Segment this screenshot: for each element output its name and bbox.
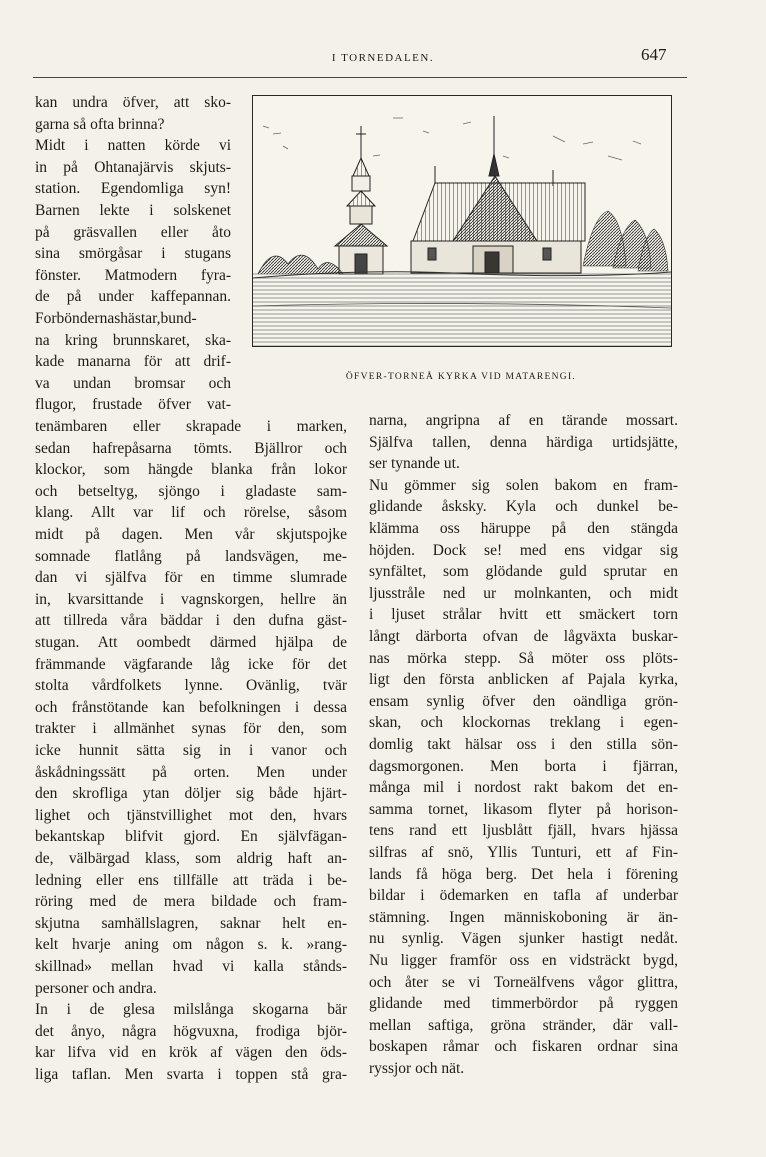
text-line: den skrofliga ytan döljer sig både hjärt-	[35, 785, 347, 803]
text-line: icke hunnit sätta sig in i vanor och	[35, 742, 347, 759]
bell-tower	[335, 126, 387, 274]
running-title: I TORNEDALEN.	[331, 52, 435, 64]
text-line: främmande vägfarande låg icke för det	[35, 655, 347, 673]
text-line: och betseltyg, sjöngo i gladaste sam-	[35, 482, 347, 500]
text-line: ledning eller ens tillfälle att träda i be-	[35, 871, 347, 889]
text-line: boskapen råmar och fiskaren ordnar sina	[369, 1038, 678, 1056]
text-line: de, välbärgad klass, som aldrig haft an-	[35, 850, 347, 867]
text-line: kar lifva vid en krök af vägen den öds-	[35, 1044, 347, 1062]
text-line: va undan bromsar och	[35, 374, 231, 392]
text-line: klang. Allt var lif och rörelse, såsom	[35, 504, 347, 522]
church-building	[411, 116, 585, 273]
text-line: det ånyo, några högvuxna, frodiga björ-	[35, 1022, 347, 1040]
text-line: åskådningssätt på orten. Men under	[35, 763, 347, 781]
text-line: bildar i ödemarken en tafla af underbar	[369, 887, 678, 905]
text-line: röring med de mera bildade och fram-	[35, 893, 347, 911]
text-line: ser tynande ut.	[369, 455, 460, 473]
text-line: klockor, som hängde blanka från lokor	[35, 461, 347, 479]
text-line: kan undra öfver, att sko-	[35, 94, 231, 111]
text-line: Själfva tallen, denna härdiga urtidsjätte,	[369, 433, 678, 451]
text-line: Nu gömmer sig solen bakom en fram-	[369, 476, 678, 494]
text-line: glidande med timmerbördor på ryggen	[369, 995, 678, 1013]
text-line: skillnad» mellan hvad vi kalla stånds-	[35, 958, 347, 975]
text-line: kelt hvarje aning om någon s. k. »rang-	[35, 936, 347, 954]
text-line: somnade flatlång på landsvägen, me-	[35, 547, 347, 565]
text-line: flugor, frustade öfver vat-	[35, 396, 231, 414]
text-line: mellan saftiga, gröna stränder, där vall-	[369, 1016, 678, 1034]
text-line: nu synlig. Vägen sjunker hastigt nedåt.	[369, 930, 678, 948]
text-line: klämma oss häruppe på den stängda	[369, 520, 678, 537]
text-line: ensam synlig öfver den oändliga grön-	[369, 692, 678, 710]
text-line: på gräsvallen eller åto	[35, 223, 231, 241]
text-line: nas mörka stepp. Så möter oss plöts-	[369, 649, 678, 667]
text-line: många mil i nordost rakt bakom det en-	[369, 779, 678, 797]
text-line: in, kvarsittande i vagnskorgen, hellre än	[35, 590, 347, 608]
text-line: stämning. Ingen människoboning är än-	[369, 908, 678, 926]
text-line: silfras af snö, Yllis Tunturi, ett af Fin-	[369, 844, 678, 861]
header-rule	[33, 77, 687, 78]
text-line: midt på dagen. Men vår skjutspojke	[35, 526, 347, 543]
text-line: station. Egendomliga syn!	[35, 180, 231, 198]
text-line: de på under kaffepannan.	[35, 288, 231, 306]
text-line: lighet och tjänstvillighet mot den, hvars	[35, 806, 347, 824]
text-line: fönster. Matmodern fyra-	[35, 266, 231, 284]
text-line: sina smörgåsar i stugans	[35, 245, 231, 263]
text-line: och frånstötande kan befolkningen i dessa	[35, 698, 347, 716]
text-line: bekantskap blifvit gjord. En självfägan-	[35, 828, 347, 846]
text-line: personer och andra.	[35, 979, 157, 997]
church-illustration	[252, 95, 672, 347]
text-line: sedan hafrepåsarna tömts. Bjällror och	[35, 439, 347, 457]
text-line: Nu ligger framför oss en vidsträckt bygd,	[369, 952, 678, 969]
text-line: skjutna samhällslagren, saknar helt en-	[35, 914, 347, 932]
text-line: ryssjor och nät.	[369, 1060, 465, 1077]
text-line: trakter i allmänhet synas för den, som	[35, 720, 347, 738]
text-line: glidande åsksky. Kyla och dunkel be-	[369, 498, 678, 516]
figure-caption: ÖFVER-TORNEÅ KYRKA VID MATARENGI.	[345, 372, 577, 382]
text-line: Forböndernashästar,bund-	[35, 310, 197, 327]
text-line: skan, och klockornas treklang i egen-	[369, 714, 678, 732]
text-line: In i de glesa milslånga skogarna bär	[35, 1001, 347, 1019]
text-line: ligt den första anblicken af Pajala kyrka,	[369, 671, 678, 689]
church-engraving	[253, 96, 671, 346]
page-number: 647	[641, 45, 667, 64]
text-line: stugan. Att oombedt därmed hjälpa de	[35, 634, 347, 651]
text-line: garna så ofta brinna?	[35, 115, 165, 133]
text-line: i ljuset strålar hvitt ett smäckert torn	[369, 606, 678, 624]
text-line: att tillreda våra bäddar i den dufna gäst-	[35, 612, 347, 630]
text-line: stolta vårdfolkets lynne. Ovänlig, tvär	[35, 677, 347, 695]
text-line: och åter se vi Torneälfvens vågor glittra,	[369, 973, 678, 991]
text-line: tenämbaren eller skrapade i marken,	[35, 418, 347, 435]
text-line: höjden. Dock se! med ens vidgar sig	[369, 541, 678, 559]
text-line: ljusstråle ned ur molnkanten, och midt	[369, 584, 678, 602]
text-line: Barnen lekte i solskenet	[35, 202, 231, 219]
text-line: in på Ohtanajärvis skjuts-	[35, 158, 231, 176]
text-line: na kring brunnskaret, ska-	[35, 331, 231, 349]
text-line: Midt i natten körde vi	[35, 137, 231, 155]
text-line: dan vi själfva för en timme slumrade	[35, 569, 347, 587]
text-line: lands få höga berg. Det hela i förening	[369, 865, 678, 883]
text-line: liga taflan. Men svarta i toppen stå gra-	[35, 1066, 347, 1083]
text-line: samma tornet, likasom flyter på horison-	[369, 800, 678, 818]
text-line: domlig takt hälsar oss i den stilla sön-	[369, 736, 678, 753]
text-line: kade manarna för att drif-	[35, 353, 231, 371]
text-line: narna, angripna af en tärande mossart.	[369, 412, 678, 429]
text-line: långt därborta ofvan de lågväxta buskar-	[369, 628, 678, 645]
text-line: synfältet, som glödande guld sprutar en	[369, 563, 678, 581]
text-line: dagsmorgonen. Men borta i fjärran,	[369, 757, 678, 775]
text-line: tens rand ett ljusblått fjäll, hvars hjässa	[369, 822, 678, 840]
